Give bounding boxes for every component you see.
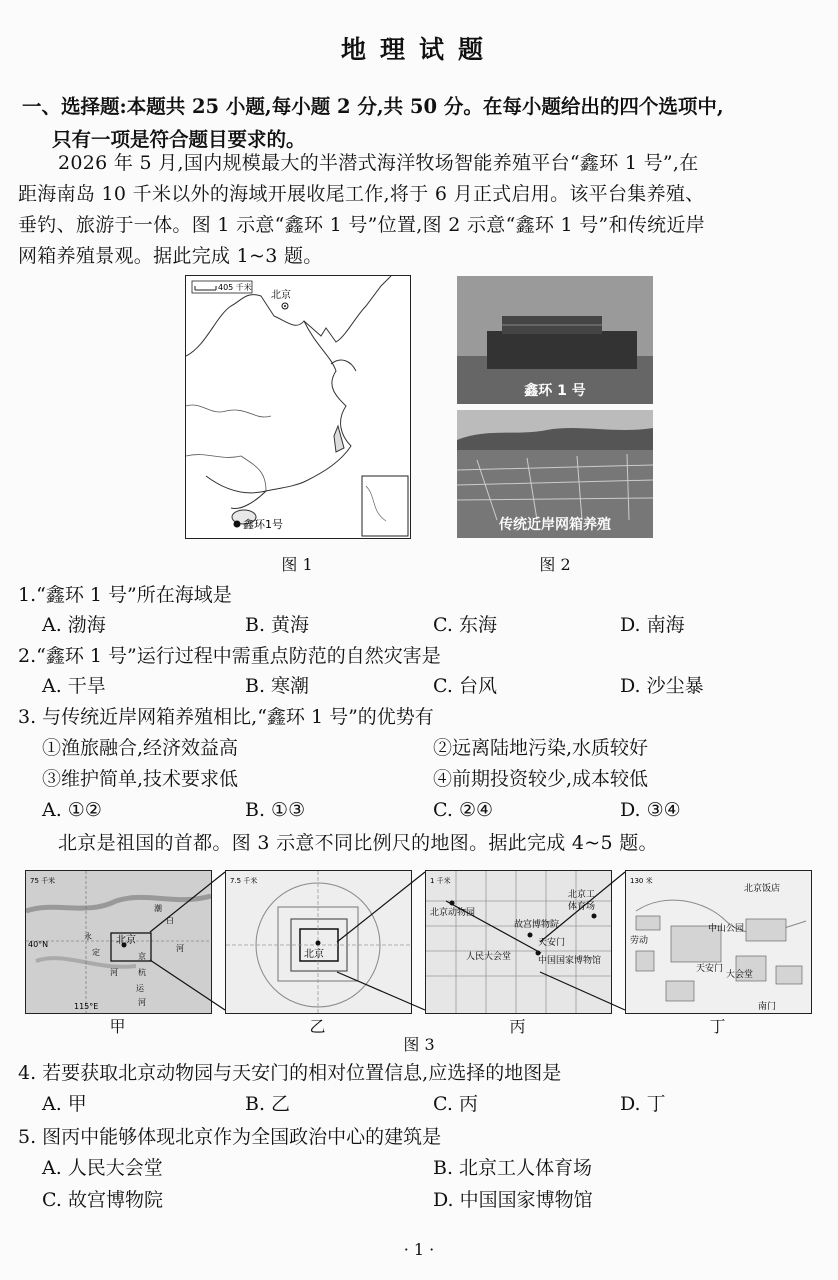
- map-d-gate: 南门: [758, 1002, 777, 1012]
- map-c-zoo: 北京动物园: [430, 908, 476, 918]
- svg-text:永: 永: [84, 932, 92, 941]
- q3-option-c[interactable]: C. ②④: [433, 799, 494, 821]
- q1-option-b[interactable]: B. 黄海: [245, 614, 310, 636]
- map-c-hall: 人民大会堂: [466, 952, 512, 962]
- intro-paragraph-1: [18, 148, 824, 272]
- intro1-line-2: 距海南岛 10 千米以外的海域开展收尾工作,将于 6 月正式启用。该平台集养殖、: [18, 183, 705, 205]
- q3-option-d[interactable]: D. ③④: [620, 799, 681, 821]
- map-d-hall: 大会堂: [726, 970, 754, 980]
- svg-text:运: 运: [136, 984, 144, 993]
- figure-2-photo-cages: [457, 410, 653, 538]
- q3-option-a[interactable]: A. ①②: [42, 799, 102, 821]
- svg-text:河: 河: [110, 968, 118, 977]
- map-d-label: 丁: [709, 1017, 726, 1036]
- question-2-stem: 2.“鑫环 1 号”运行过程中需重点防范的自然灾害是: [18, 645, 441, 667]
- q2-option-d[interactable]: D. 沙尘暴: [620, 675, 704, 697]
- q4-option-a[interactable]: A. 甲: [42, 1093, 87, 1115]
- intro1-line-1: 2026 年 5 月,国内规模最大的半潜式海洋牧场智能养殖平台“鑫环 1 号”,在: [58, 152, 699, 174]
- svg-text:杭: 杭: [138, 968, 146, 977]
- map-c-scale: 1 千米: [430, 877, 451, 885]
- q3-item-2: ②远离陆地污染,水质较好: [433, 737, 649, 759]
- map-d-tam: 天安门: [696, 964, 724, 974]
- map-c-bei: 北京工: [568, 890, 596, 900]
- q3-item-1: ①渔旅融合,经济效益高: [42, 737, 239, 759]
- map-c-gym: 体育场: [568, 902, 596, 912]
- figure-3-caption: 图 3: [403, 1035, 435, 1054]
- q2-option-b[interactable]: B. 寒潮: [245, 675, 310, 697]
- question-5-stem: 5. 图丙中能够体现北京作为全国政治中心的建筑是: [18, 1126, 442, 1148]
- fig1-beijing-label: 北京: [271, 290, 291, 301]
- map-b-label: 乙: [309, 1017, 326, 1036]
- svg-text:河: 河: [176, 944, 184, 953]
- map-a-label: 甲: [109, 1017, 126, 1036]
- photo-2-label: 传统近岸网箱养殖: [499, 517, 611, 533]
- figure-2-caption: 图 2: [539, 555, 571, 574]
- figure-1-caption: 图 1: [281, 555, 313, 574]
- q4-option-c[interactable]: C. 丙: [433, 1093, 478, 1115]
- q3-item-4: ④前期投资较少,成本较低: [433, 768, 649, 790]
- map-d-center: 中山公园: [708, 924, 745, 934]
- section-line-2: 只有一项是符合题目要求的。: [52, 128, 306, 151]
- q4-option-d[interactable]: D. 丁: [620, 1093, 666, 1115]
- q5-option-d[interactable]: D. 中国国家博物馆: [433, 1189, 593, 1211]
- fig1-platform-label: 鑫环1号: [243, 518, 283, 531]
- map-a-lat: 40°N: [28, 940, 49, 949]
- map-c-gugong: 故宫博物院: [514, 920, 560, 930]
- q4-option-b[interactable]: B. 乙: [245, 1093, 291, 1115]
- fig1-scale: 405 千米: [218, 283, 252, 292]
- intro-paragraph-2: 北京是祖国的首都。图 3 示意不同比例尺的地图。据此完成 4~5 题。: [58, 832, 658, 854]
- question-4-stem: 4. 若要获取北京动物园与天安门的相对位置信息,应选择的地图是: [18, 1062, 562, 1084]
- q3-option-b[interactable]: B. ①③: [245, 799, 306, 821]
- map-d-scale: 130 米: [630, 877, 653, 885]
- q1-option-d[interactable]: D. 南海: [620, 614, 685, 636]
- question-3-stem: 3. 与传统近岸网箱养殖相比,“鑫环 1 号”的优势有: [18, 706, 434, 728]
- svg-text:定: 定: [92, 948, 100, 957]
- q3-item-3: ③维护简单,技术要求低: [42, 768, 239, 790]
- intro1-line-4: 网箱养殖景观。据此完成 1~3 题。: [18, 245, 323, 267]
- q5-option-b[interactable]: B. 北京工人体育场: [433, 1157, 593, 1179]
- svg-text:京: 京: [138, 952, 146, 961]
- map-a-beijing: 北京: [116, 935, 136, 946]
- photo-1-label: 鑫环 1 号: [524, 383, 586, 399]
- q2-option-c[interactable]: C. 台风: [433, 675, 497, 697]
- map-c-tam: 天安门: [538, 938, 566, 948]
- page-number: · 1 ·: [403, 1240, 435, 1259]
- section-line-1: 一、选择题:本题共 25 小题,每小题 2 分,共 50 分。在每小题给出的四个选项中,: [22, 95, 724, 118]
- q1-option-c[interactable]: C. 东海: [433, 614, 497, 636]
- map-b-beijing: 北京: [304, 949, 324, 960]
- figure-3-zoom-lines: [0, 860, 838, 1020]
- question-1-stem: 1.“鑫环 1 号”所在海域是: [18, 584, 232, 606]
- section-heading: [22, 90, 822, 156]
- page-title: 地理试题: [340, 35, 497, 64]
- map-c-museum: 中国国家博物馆: [538, 956, 602, 966]
- map-a-lon: 115°E: [74, 1002, 99, 1011]
- svg-text:河: 河: [138, 998, 146, 1007]
- q2-option-a[interactable]: A. 干旱: [42, 675, 106, 697]
- q5-option-a[interactable]: A. 人民大会堂: [42, 1157, 163, 1179]
- intro1-line-3: 垂钓、旅游于一体。图 1 示意“鑫环 1 号”位置,图 2 示意“鑫环 1 号”和传统近岸: [18, 214, 706, 236]
- map-c-label: 丙: [509, 1017, 526, 1036]
- map-d-north: 北京饭店: [744, 884, 781, 894]
- svg-text:潮: 潮: [154, 904, 162, 913]
- map-a-scale: 75 千米: [30, 877, 56, 885]
- figure-1-map: [185, 275, 411, 539]
- svg-text:白: 白: [166, 916, 174, 925]
- q1-option-a[interactable]: A. 渤海: [42, 614, 106, 636]
- figure-2-photo-platform: [457, 276, 653, 404]
- q5-option-c[interactable]: C. 故宫博物院: [42, 1189, 163, 1211]
- map-d-left: 劳动: [630, 936, 649, 946]
- map-b-scale: 7.5 千米: [230, 877, 258, 885]
